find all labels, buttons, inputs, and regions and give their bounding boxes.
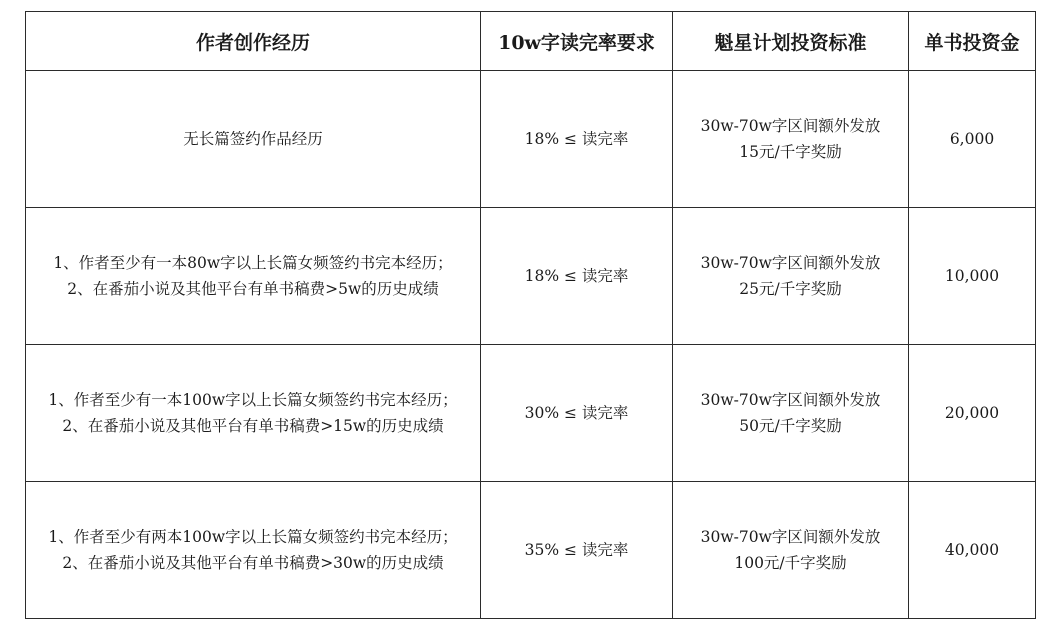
- header-completion-rate: 10w字读完率要求: [481, 12, 673, 71]
- investment-cell: 40,000: [909, 482, 1036, 619]
- investment-standards-table: [25, 11, 1036, 619]
- table-row: [26, 345, 1036, 482]
- table-body: [26, 71, 1036, 619]
- header-experience: 作者创作经历: [26, 12, 481, 71]
- completion-rate-cell: 18% ≤ 读完率: [481, 208, 673, 345]
- standard-cell: [673, 345, 909, 482]
- table-row: [26, 71, 1036, 208]
- experience-line: 1、作者至少有两本100w字以上长篇女频签约书完本经历；: [48, 528, 458, 546]
- completion-rate-cell: 18% ≤ 读完率: [481, 71, 673, 208]
- header-row: [26, 12, 1036, 71]
- standard-cell: [673, 482, 909, 619]
- standard-line: 30w-70w字区间额外发放: [700, 391, 881, 409]
- experience-cell: [26, 71, 481, 208]
- experience-cell: [26, 482, 481, 619]
- experience-line: 2、在番茄小说及其他平台有单书稿费>30w的历史成绩: [62, 554, 444, 572]
- standard-cell: [673, 71, 909, 208]
- table-row: [26, 208, 1036, 345]
- completion-rate-cell: 30% ≤ 读完率: [481, 345, 673, 482]
- investment-cell: 20,000: [909, 345, 1036, 482]
- header-standard: 魁星计划投资标准: [673, 12, 909, 71]
- completion-rate-cell: 35% ≤ 读完率: [481, 482, 673, 619]
- experience-line: 2、在番茄小说及其他平台有单书稿费>5w的历史成绩: [67, 280, 439, 298]
- standard-line: 30w-70w字区间额外发放: [700, 117, 881, 135]
- experience-line: 2、在番茄小说及其他平台有单书稿费>15w的历史成绩: [62, 417, 444, 435]
- experience-cell: [26, 208, 481, 345]
- experience-line: 无长篇签约作品经历: [183, 130, 323, 148]
- investment-cell: 10,000: [909, 208, 1036, 345]
- table-row: [26, 482, 1036, 619]
- investment-cell: 6,000: [909, 71, 1036, 208]
- experience-line: 1、作者至少有一本100w字以上长篇女频签约书完本经历；: [48, 391, 458, 409]
- standard-line: 30w-70w字区间额外发放: [700, 254, 881, 272]
- experience-line: 1、作者至少有一本80w字以上长篇女频签约书完本经历；: [53, 254, 453, 272]
- header-investment: 单书投资金: [909, 12, 1036, 71]
- standard-line: 30w-70w字区间额外发放: [700, 528, 881, 546]
- standard-line: 100元/千字奖励: [734, 554, 847, 572]
- standard-line: 50元/千字奖励: [739, 417, 842, 435]
- standard-line: 25元/千字奖励: [739, 280, 842, 298]
- experience-cell: [26, 345, 481, 482]
- standard-line: 15元/千字奖励: [739, 143, 842, 161]
- standard-cell: [673, 208, 909, 345]
- table-header: [26, 12, 1036, 71]
